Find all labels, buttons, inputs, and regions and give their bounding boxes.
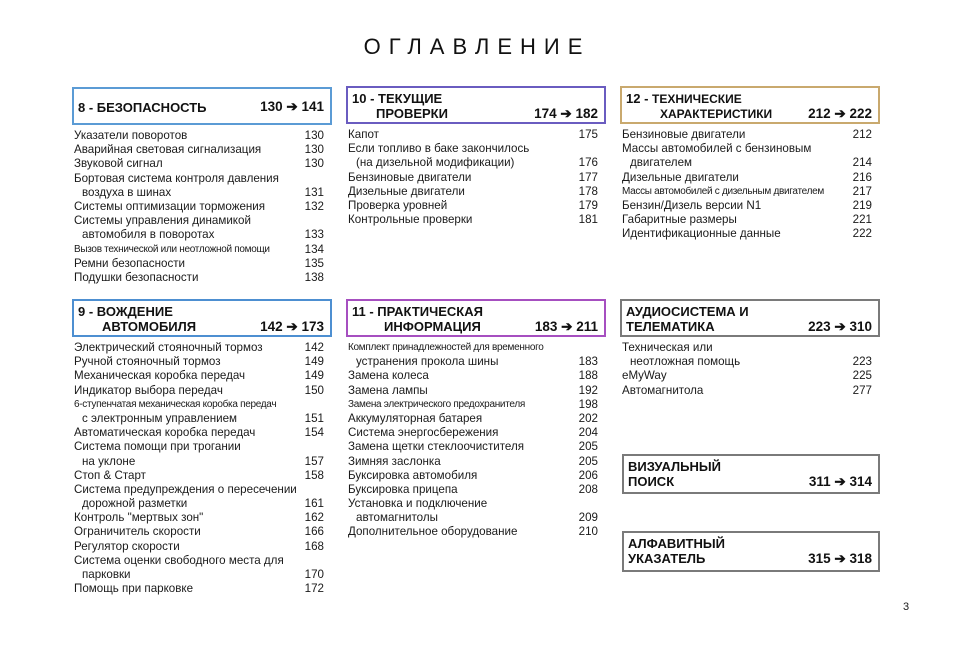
toc-entry[interactable] (346, 426, 606, 440)
toc-entry-page: 176 (578, 156, 598, 170)
arrow-right-icon: ➔ (286, 99, 298, 114)
toc-entry-label: Капот (348, 128, 379, 141)
section-10-range: 174 ➔ 182 (534, 106, 598, 121)
toc-entry[interactable] (620, 142, 880, 156)
arrow-right-icon: ➔ (560, 106, 572, 121)
section-index-header[interactable] (622, 531, 880, 572)
section-8 (72, 87, 332, 285)
toc-entry-label: Контрольные проверки (348, 213, 473, 227)
section-10-title-line1: 10 - ТЕКУЩИЕ (352, 91, 443, 106)
toc-entry-label: Бензиновые двигатели (348, 170, 472, 184)
toc-entry-label: Буксировка автомобиля (348, 468, 478, 482)
section-12-title-line1: 12 - ТЕХНИЧЕСКИЕ (626, 91, 742, 106)
toc-entry-page: 202 (578, 411, 598, 425)
toc-entry-page: 192 (578, 383, 598, 397)
toc-entry-page: 225 (852, 369, 872, 383)
toc-entry-page: 198 (578, 397, 598, 411)
toc-entry-label: Дизельные двигатели (348, 184, 465, 198)
toc-entry-label: Бензин/Дизель версии N1 (622, 198, 762, 212)
toc-entry-page: 212 (852, 128, 872, 141)
toc-entry-page: 130 (304, 143, 324, 157)
toc-entry-label: Бензиновые двигатели (622, 128, 746, 141)
toc-entry-page: 208 (578, 482, 598, 496)
toc-entry[interactable] (72, 384, 332, 398)
toc-entry[interactable] (72, 129, 332, 143)
toc-entry-label: устранения прокола шины (356, 355, 499, 369)
toc-entry-label: Техническая или (622, 341, 713, 354)
toc-entry[interactable] (72, 469, 332, 483)
arrow-right-icon: ➔ (834, 319, 846, 334)
section-8-header[interactable] (72, 87, 332, 125)
toc-entry-page: 162 (304, 511, 324, 525)
toc-entry[interactable] (346, 384, 606, 398)
toc-entry-page: 134 (304, 242, 324, 256)
toc-entry-label: Бортовая система контроля давления (74, 171, 279, 185)
toc-entry-label: Массы автомобилей с бензиновым (622, 142, 812, 156)
section-audio-list (620, 341, 880, 398)
toc-entry-label: Система предупреждения о пересечении (74, 482, 297, 496)
toc-entry-label: Если топливо в баке закончилось (348, 142, 530, 156)
toc-entry-page: 158 (304, 468, 324, 482)
toc-entry-label: Замена лампы (348, 383, 428, 397)
section-audio-title-line2: ТЕЛЕМАТИКА (626, 319, 715, 334)
toc-entry[interactable] (620, 213, 880, 227)
toc-entry[interactable] (620, 185, 880, 199)
toc-entry[interactable] (72, 157, 332, 171)
toc-entry[interactable] (72, 228, 332, 242)
toc-entry-page: 132 (304, 199, 324, 213)
toc-entry-page: 138 (304, 270, 324, 284)
toc-entry-label: двигателем (630, 156, 692, 170)
toc-entry[interactable] (620, 156, 880, 170)
toc-entry[interactable] (346, 185, 606, 199)
toc-entry[interactable] (72, 398, 332, 412)
toc-entry-page: 168 (304, 539, 324, 553)
toc-entry-page: 130 (304, 157, 324, 171)
section-visual-title-line1: ВИЗУАЛЬНЫЙ (628, 459, 721, 474)
toc-entry-label: Автомагнитола (622, 383, 704, 397)
toc-entry-label: Индикатор выбора передач (74, 383, 223, 397)
toc-entry-label: Габаритные размеры (622, 213, 737, 227)
toc-entry-page: 133 (304, 228, 324, 242)
toc-entry[interactable] (72, 172, 332, 186)
toc-entry-page: 205 (578, 454, 598, 468)
toc-entry-page: 166 (304, 525, 324, 539)
toc-entry-label: eMyWay (622, 369, 667, 383)
toc-entry[interactable] (72, 511, 332, 525)
toc-entry[interactable] (72, 554, 332, 568)
toc-entry-label: Системы оптимизации торможения (74, 199, 266, 213)
toc-entry-page: 150 (304, 383, 324, 397)
section-8-list (72, 129, 332, 285)
toc-entry[interactable] (346, 469, 606, 483)
arrow-right-icon: ➔ (834, 106, 846, 121)
toc-entry-label: Автоматическая коробка передач (74, 426, 256, 440)
toc-entry-label: Аккумуляторная батарея (348, 411, 483, 425)
toc-entry-label: Дизельные двигатели (622, 170, 739, 184)
section-10-title-line2: ПРОВЕРКИ (376, 106, 448, 121)
toc-entry-label: Системы управления динамикой (74, 214, 251, 228)
toc-entry[interactable] (346, 156, 606, 170)
toc-entry-label: Стоп & Старт (74, 468, 146, 482)
toc-entry[interactable] (346, 369, 606, 383)
toc-entry[interactable] (72, 568, 332, 582)
toc-entry-label: Подушки безопасности (74, 270, 199, 284)
toc-entry-label: Помощь при парковке (74, 582, 194, 596)
section-11-header[interactable] (346, 299, 606, 337)
toc-entry-page: 204 (578, 426, 598, 440)
toc-entry-label: Комплект принадлежностей для временного (348, 342, 544, 353)
toc-entry[interactable] (620, 227, 880, 241)
toc-entry-label: Буксировка прицепа (348, 482, 458, 496)
toc-entry-label: Ремни безопасности (74, 256, 186, 270)
toc-entry-label: Ручной стояночный тормоз (74, 355, 221, 369)
toc-entry-label: дорожной разметки (82, 497, 188, 511)
toc-entry-label: Система помощи при трогании (74, 440, 241, 454)
toc-entry-page: 222 (852, 227, 872, 241)
toc-entry-label: Установка и подключение (348, 497, 488, 511)
section-index-title-line2: УКАЗАТЕЛЬ (628, 551, 706, 566)
toc-entry-page: 154 (304, 426, 324, 440)
section-visual-search (622, 454, 880, 494)
toc-entry-page: 131 (304, 185, 324, 199)
toc-entry-page: 142 (304, 341, 324, 354)
toc-entry[interactable] (72, 426, 332, 440)
toc-entry-page: 209 (578, 511, 598, 525)
toc-entry-label: парковки (82, 568, 131, 581)
toc-entry-page: 188 (578, 369, 598, 383)
toc-entry[interactable] (346, 483, 606, 497)
toc-entry-label: воздуха в шинах (82, 185, 172, 199)
toc-entry[interactable] (346, 497, 606, 511)
toc-entry-page: 135 (304, 256, 324, 270)
toc-entry-label: автомагнитолы (356, 511, 438, 525)
toc-entry-label: Система оценки свободного места для (74, 553, 284, 567)
toc-entry-page: 149 (304, 369, 324, 383)
toc-entry-label: с электронным управлением (82, 411, 238, 425)
section-visual-title-line2: ПОИСК (628, 474, 675, 489)
toc-entry-page: 217 (852, 184, 872, 198)
toc-entry[interactable] (346, 171, 606, 185)
toc-entry[interactable] (72, 525, 332, 539)
section-10-list (346, 128, 606, 227)
toc-entry-page: 151 (304, 411, 324, 425)
toc-entry-label: на уклоне (82, 454, 136, 468)
toc-entry-page: 181 (578, 213, 598, 227)
toc-entry-label: Контроль "мертвых зон" (74, 511, 204, 525)
section-12-range: 212 ➔ 222 (808, 106, 872, 121)
toc-entry-page: 175 (578, 128, 598, 141)
toc-entry-label: Звуковой сигнал (74, 157, 163, 171)
toc-entry[interactable] (346, 128, 606, 142)
toc-entry[interactable] (72, 186, 332, 200)
section-9-title-line1: 9 - ВОЖДЕНИЕ (78, 304, 173, 319)
page-title: ОГЛАВЛЕНИЕ (363, 34, 591, 59)
toc-entry-label: Вызов технической или неотложной помощи (74, 243, 270, 255)
section-8-range: 130 ➔ 141 (260, 99, 324, 114)
toc-entry[interactable] (72, 271, 332, 285)
section-11 (346, 299, 606, 540)
toc-entry[interactable] (346, 213, 606, 227)
toc-entry-page: 277 (852, 383, 872, 397)
section-audio-header[interactable] (620, 299, 880, 337)
section-12-list (620, 128, 880, 242)
toc-entry-label: Ограничитель скорости (74, 525, 201, 539)
arrow-right-icon: ➔ (834, 551, 846, 566)
section-9-header[interactable] (72, 299, 332, 337)
toc-entry-label: автомобиля в поворотах (82, 228, 215, 242)
toc-entry[interactable] (620, 355, 880, 369)
section-audio-title-line1: АУДИОСИСТЕМА И (626, 304, 749, 319)
toc-entry-label: Зимняя заслонка (348, 454, 441, 468)
section-9-title-line2: АВТОМОБИЛЯ (102, 319, 197, 334)
toc-entry[interactable] (346, 398, 606, 412)
toc-entry-page: 214 (852, 156, 872, 170)
toc-entry-page: 205 (578, 440, 598, 454)
toc-entry[interactable] (72, 455, 332, 469)
section-12 (620, 86, 880, 242)
section-9-range: 142 ➔ 173 (260, 319, 324, 334)
toc-entry[interactable] (72, 540, 332, 554)
toc-entry-label: Электрический стояночный тормоз (74, 341, 263, 354)
toc-entry[interactable] (620, 128, 880, 142)
toc-entry-page: 170 (304, 568, 324, 581)
toc-entry-page: 216 (852, 170, 872, 184)
toc-entry-page: 149 (304, 355, 324, 369)
toc-entry-label: Система энергосбережения (348, 426, 499, 440)
section-9-list (72, 341, 332, 596)
section-visual-search-header[interactable] (622, 454, 880, 494)
section-9 (72, 299, 332, 596)
toc-entry-label: Массы автомобилей с дизельным двигателем (622, 185, 824, 197)
section-index-title-line1: АЛФАВИТНЫЙ (628, 536, 725, 551)
toc-entry-page: 172 (304, 582, 324, 596)
section-index-range: 315 ➔ 318 (808, 551, 872, 566)
toc-entry-label: Указатели поворотов (74, 129, 188, 142)
toc-entry[interactable] (620, 199, 880, 213)
toc-entry[interactable] (346, 355, 606, 369)
toc-entry-label: Замена электрического предохранителя (348, 398, 525, 410)
toc-entry[interactable] (72, 483, 332, 497)
toc-entry-label: Замена щетки стеклоочистителя (348, 440, 525, 454)
arrow-right-icon: ➔ (561, 319, 573, 334)
toc-entry[interactable] (346, 440, 606, 454)
toc-entry-page: 161 (304, 497, 324, 511)
section-11-range: 183 ➔ 211 (534, 319, 598, 334)
toc-entry-label: Механическая коробка передач (74, 369, 246, 383)
section-11-list (346, 341, 606, 540)
toc-entry-page: 177 (578, 170, 598, 184)
section-audio (620, 299, 880, 398)
arrow-right-icon: ➔ (834, 474, 846, 489)
toc-entry-label: Аварийная световая сигнализация (74, 143, 262, 157)
section-11-title-line1: 11 - ПРАКТИЧЕСКАЯ (352, 304, 483, 319)
toc-entry-page: 219 (852, 198, 872, 212)
toc-entry[interactable] (72, 497, 332, 511)
section-12-title-line2: ХАРАКТЕРИСТИКИ (660, 107, 773, 121)
toc-entry[interactable] (346, 525, 606, 539)
toc-entry-page: 130 (304, 129, 324, 142)
toc-entry-label: неотложная помощь (630, 355, 741, 369)
toc-entry[interactable] (72, 341, 332, 355)
toc-entry-label: Идентификационные данные (622, 227, 781, 241)
toc-entry-page: 178 (578, 184, 598, 198)
toc-entry[interactable] (72, 243, 332, 257)
toc-entry[interactable] (72, 214, 332, 228)
toc-entry-page: 210 (578, 525, 598, 539)
toc-entry[interactable] (620, 341, 880, 355)
toc-entry[interactable] (346, 199, 606, 213)
toc-entry[interactable] (72, 143, 332, 157)
toc-entry[interactable] (72, 582, 332, 596)
toc-entry[interactable] (72, 440, 332, 454)
toc-entry[interactable] (346, 142, 606, 156)
page-number: 3 (903, 601, 910, 613)
toc-entry[interactable] (346, 511, 606, 525)
section-12-header[interactable] (620, 86, 880, 124)
toc-entry-label: (на дизельной модификации) (356, 156, 515, 170)
toc-entry[interactable] (72, 200, 332, 214)
toc-entry[interactable] (346, 412, 606, 426)
toc-entry[interactable] (620, 171, 880, 185)
toc-entry[interactable] (72, 412, 332, 426)
toc-entry-label: Дополнительное оборудование (348, 525, 518, 539)
section-audio-range: 223 ➔ 310 (808, 319, 872, 334)
section-visual-range: 311 ➔ 314 (808, 474, 872, 489)
toc-entry-page: 206 (578, 468, 598, 482)
toc-entry-label: 6-ступенчатая механическая коробка передач (74, 398, 277, 410)
toc-entry[interactable] (346, 455, 606, 469)
section-10 (346, 86, 606, 227)
toc-entry-page: 223 (852, 355, 872, 369)
section-11-title-line2: ИНФОРМАЦИЯ (384, 319, 481, 334)
section-alphabetical-index (622, 531, 880, 572)
toc-entry-label: Замена колеса (348, 369, 429, 383)
toc-entry[interactable] (72, 257, 332, 271)
toc-entry-label: Регулятор скорости (74, 539, 180, 553)
toc-entry[interactable] (346, 341, 606, 355)
toc-entry-page: 183 (578, 355, 598, 369)
section-8-title: 8 - БЕЗОПАСНОСТЬ (78, 100, 207, 115)
toc-entry-label: Проверка уровней (348, 198, 448, 212)
toc-entry[interactable] (72, 355, 332, 369)
toc-entry-page: 221 (852, 213, 872, 227)
toc-entry[interactable] (620, 384, 880, 398)
section-10-header[interactable] (346, 86, 606, 124)
arrow-right-icon: ➔ (286, 319, 298, 334)
toc-entry-page: 157 (304, 454, 324, 468)
toc-entry[interactable] (72, 369, 332, 383)
toc-entry-page: 179 (578, 198, 598, 212)
toc-entry[interactable] (620, 369, 880, 383)
